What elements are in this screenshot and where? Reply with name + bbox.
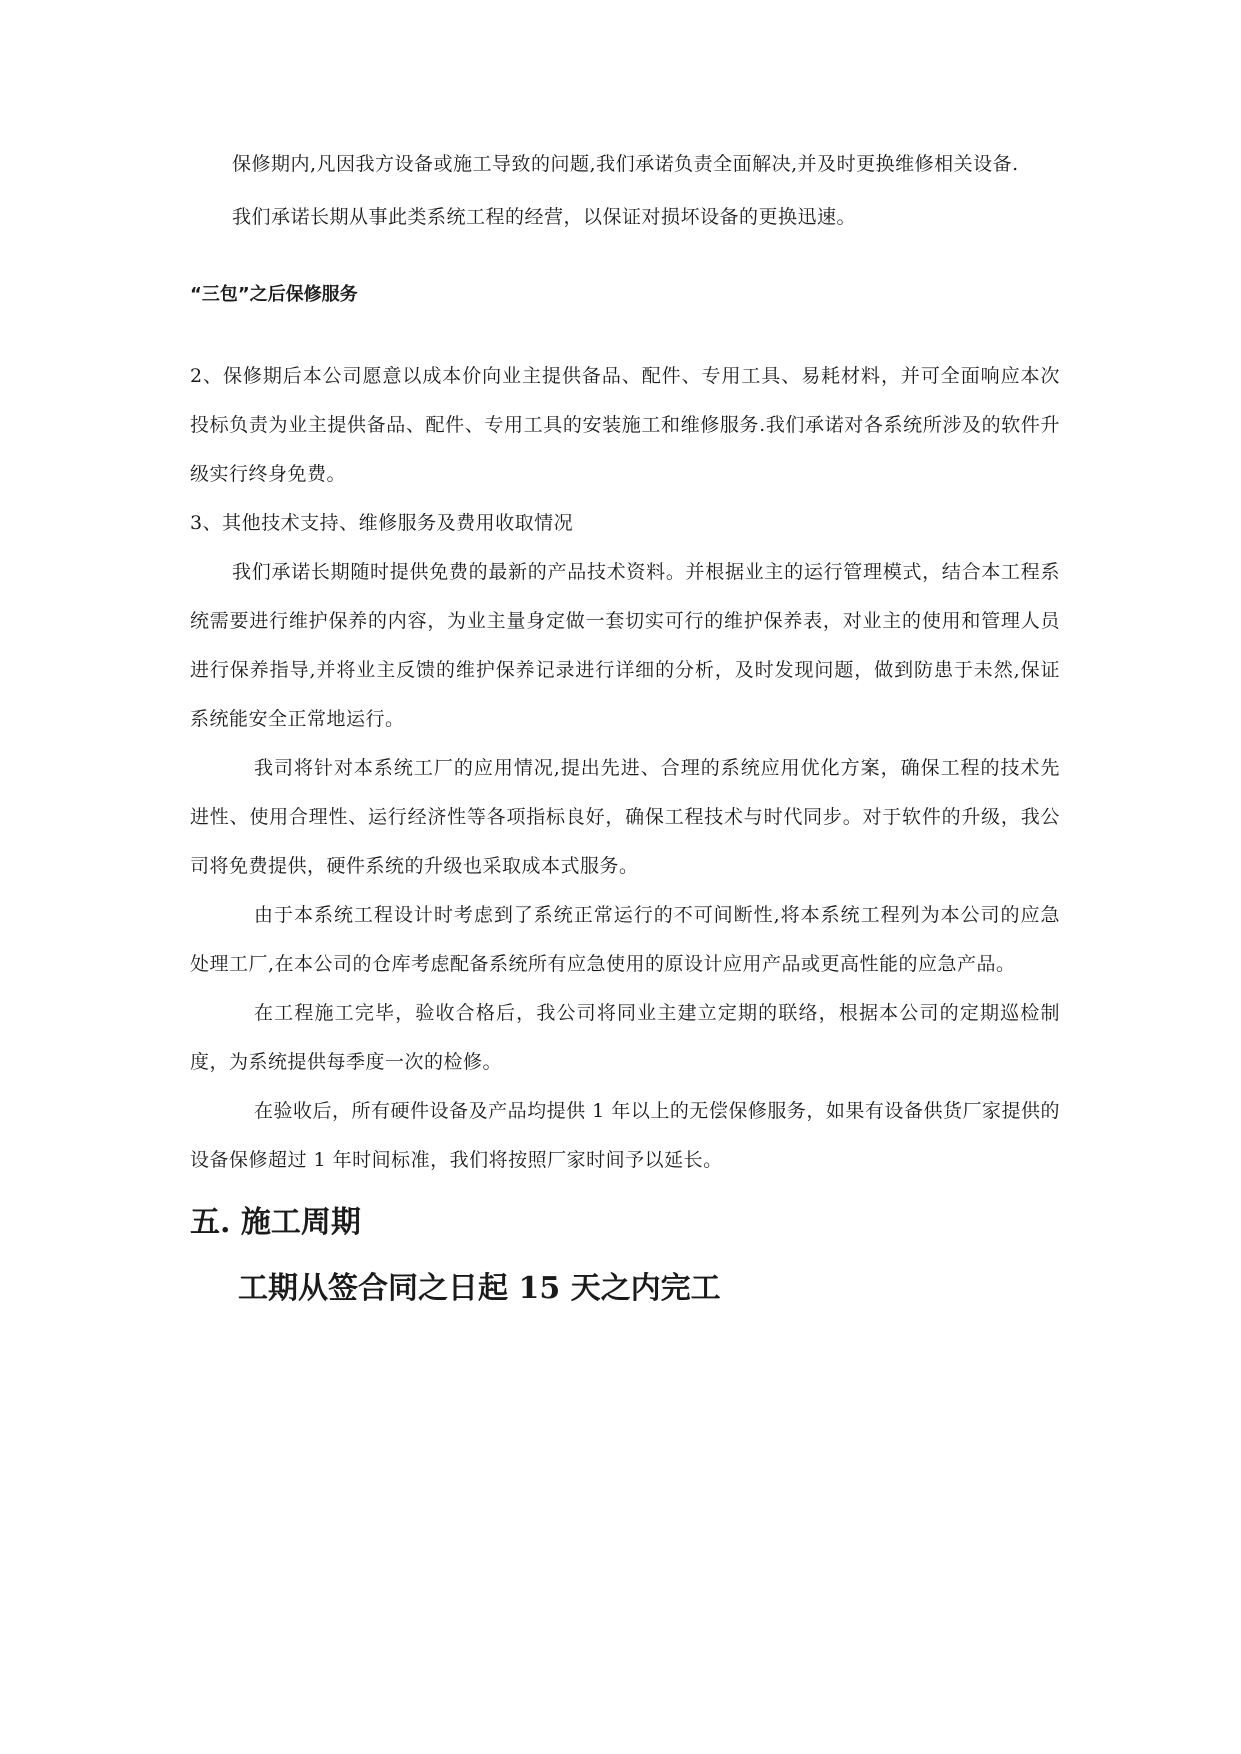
paragraph-free-warranty: 在验收后，所有硬件设备及产品均提供 1 年以上的无偿保修服务，如果有设备供货厂家提供的设备保修超过 1 年时间标准，我们将按照厂家时间予以延长。 — [190, 1100, 1060, 1171]
list-item-2: 2、保修期后本公司愿意以成本价向业主提供备品、配件、专用工具、易耗材料，并可全面响应本次投标负责为业主提供备品、配件、专用工具的安装施工和维修服务.我们承诺对各系统所涉及的软件升级实行终身免费。 — [190, 365, 1060, 485]
section-heading-construction-period: 五. 施工周期 — [190, 1205, 361, 1240]
list-item-3: 3、其他技术支持、维修服务及费用收取情况 — [190, 512, 574, 534]
paragraph-emergency: 由于本系统工程设计时考虑到了系统正常运行的不可间断性,将本系统工程列为本公司的应急处理工厂,在本公司的仓库考虑配备系统所有应急使用的原设计应用产品或更高性能的应急产品。 — [190, 904, 1060, 975]
construction-period-statement: 工期从签合同之日起 15 天之内完工 — [238, 1271, 721, 1306]
paragraph-warranty-period: 保修期内,凡因我方设备或施工导致的问题,我们承诺负责全面解决,并及时更换维修相关设备. — [232, 153, 1019, 175]
document-body — [190, 140, 1060, 1309]
subheading-after-sales-service: “三包”之后保修服务 — [190, 284, 358, 305]
paragraph-inspection: 在工程施工完毕，验收合格后，我公司将同业主建立定期的联络，根据本公司的定期巡检制度，为系统提供每季度一次的检修。 — [190, 1002, 1060, 1073]
paragraph-technical-support: 我们承诺长期随时提供免费的最新的产品技术资料。并根据业主的运行管理模式，结合本工程系统需要进行维护保养的内容，为业主量身定做一套切实可行的维护保养表，对业主的使用和管理人员进行保养指导,并将业主反馈的维护保养记录进行详细的分析，及时发现问题，做到防患于未然,保证系统能安全正常地运行。 — [190, 561, 1060, 730]
paragraph-long-term-commitment: 我们承诺长期从事此类系统工程的经营，以保证对损坏设备的更换迅速。 — [232, 206, 857, 228]
paragraph-optimization: 我司将针对本系统工厂的应用情况,提出先进、合理的系统应用优化方案，确保工程的技术先进性、使用合理性、运行经济性等各项指标良好，确保工程技术与时代同步。对于软件的升级，我公司将免费提供，硬件系统的升级也采取成本式服务。 — [190, 757, 1060, 877]
